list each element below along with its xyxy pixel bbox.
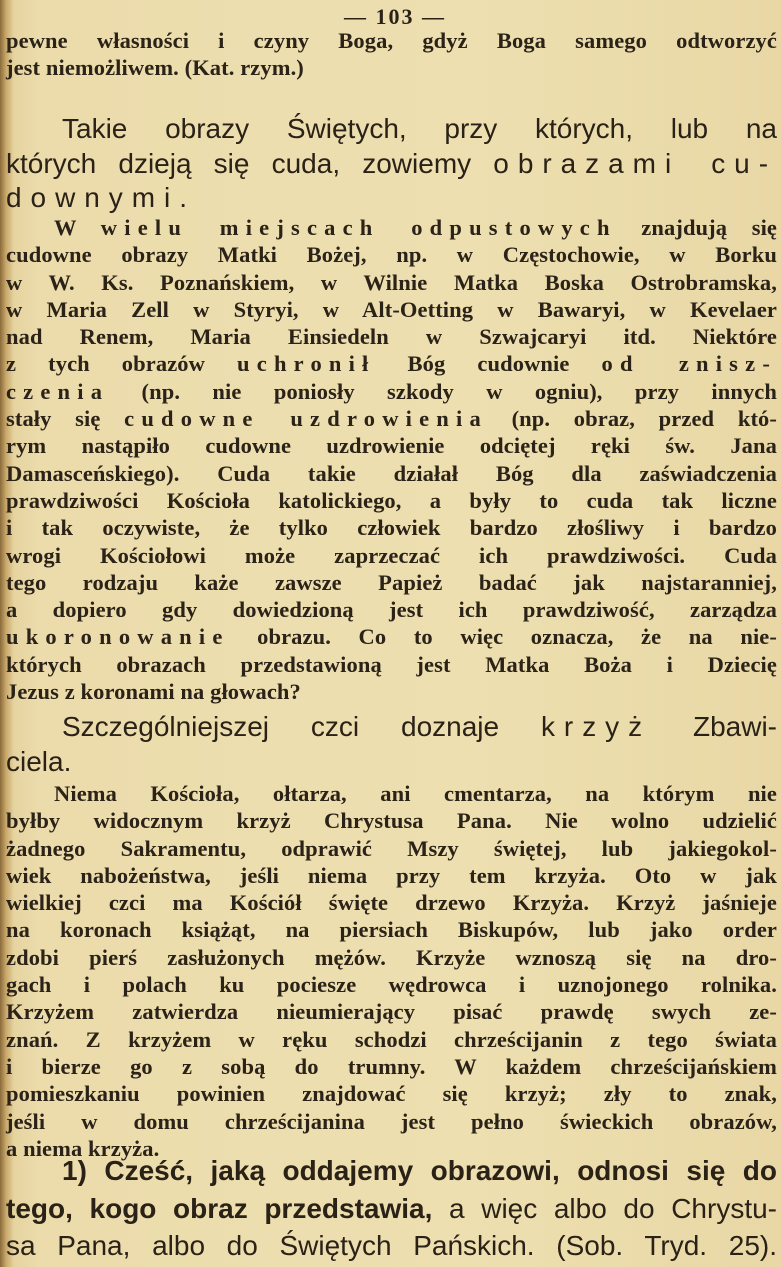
text-segment: których obrazach przedstawioną jest Matka Boża i Dziecię	[6, 651, 777, 677]
text-line	[6, 944, 777, 971]
text-line	[6, 780, 777, 807]
text-line	[6, 862, 777, 889]
text-segment: a niema krzyża.	[6, 1135, 160, 1161]
text-line	[6, 971, 777, 998]
text-line	[6, 296, 777, 323]
text-segment: Szczególniejszej czci doznaje	[62, 711, 541, 742]
spaced-emphasis-text: wielu miejscach odpustowych	[100, 215, 617, 240]
text-segment: Takie obrazy Świętych, przy których, lub na	[62, 113, 777, 144]
bold-text: 1) Cześć, jaką oddajemy obrazowi, odnosi się do	[62, 1155, 777, 1186]
paragraph-miraculous-images-heading	[6, 112, 777, 216]
spaced-emphasis-text: uchronił	[237, 351, 376, 377]
text-segment: żadnego Sakramentu, odprawić Mszy świętej, lub jakiegokol-	[6, 835, 777, 861]
text-line	[6, 1108, 777, 1135]
text-segment: rym nastąpiło cudowne uzdrowienie odciętej ręki św. Jana	[6, 433, 777, 459]
text-line	[6, 889, 777, 916]
text-segment: i bierze go z sobą do trumny. W każdem chrześcijańskiem	[6, 1053, 777, 1079]
text-line	[6, 569, 777, 596]
spaced-emphasis-text: od znisz-	[601, 351, 778, 377]
text-segment: a dopiero gdy dowiedzioną jest ich prawdziwość, zarządza	[6, 597, 777, 623]
text-line	[6, 112, 777, 147]
text-line	[6, 27, 777, 54]
text-segment: pomieszkaniu powinien znajdować się krzyż; zły to znak,	[6, 1081, 777, 1107]
text-line	[6, 405, 777, 432]
text-segment: gach i polach ku pociesze wędrowca i uznojonego rolnika.	[6, 972, 777, 998]
text-segment: Niema Kościoła, ołtarza, ani cmentarza, na którym nie	[54, 781, 777, 806]
text-line	[6, 241, 777, 268]
text-line	[6, 1080, 777, 1107]
text-segment: wrogi Kościołowi może zaprzeczać ich prawdziwości. Cuda	[6, 542, 777, 568]
text-line	[6, 269, 777, 296]
text-segment: .	[179, 182, 187, 213]
spaced-emphasis-text: obrazami cu-	[493, 147, 777, 179]
text-line	[6, 1053, 777, 1080]
text-line	[6, 916, 777, 943]
text-segment: znań. Z krzyżem w ręku schodzi chrześcijanin z tego świata	[6, 1026, 777, 1052]
text-line	[6, 623, 777, 650]
text-segment: cudowne obrazy Matki Bożej, np. w Częstochowie, w Borku	[6, 242, 777, 268]
text-line	[6, 378, 777, 405]
text-segment: których dzieją się cuda, zowiemy	[6, 147, 494, 179]
text-segment: i tak oczywiste, że tylko człowiek bardzo złośliwy i bardzo	[6, 515, 777, 541]
spaced-emphasis-text: downymi	[6, 182, 180, 213]
text-line	[6, 596, 777, 623]
text-segment: (np. obraz, przed któ-	[487, 406, 777, 432]
text-segment: prawdziwości Kościoła katolickiego, a były to cuda tak liczne	[6, 487, 777, 513]
text-line	[6, 835, 777, 862]
text-segment: z tych obrazów	[6, 351, 238, 377]
text-segment: wiek nabożeństwa, jeśli niema przy tem krzyża. Oto w jak	[6, 862, 777, 888]
text-segment: stały się	[6, 406, 125, 432]
text-segment: Bóg cudownie	[375, 351, 602, 377]
text-segment: znajdują się	[616, 215, 778, 240]
text-line	[6, 350, 777, 377]
text-line	[6, 998, 777, 1025]
text-segment: obrazu. Co to więc oznacza, że na nie-	[229, 624, 777, 650]
text-segment: na koronach książąt, na piersiach Biskupów, lub jako order	[6, 917, 777, 943]
spaced-emphasis-text: krzyż	[540, 711, 652, 742]
text-segment: Jezus z koronami na głowach?	[6, 679, 301, 705]
text-line	[6, 710, 777, 745]
text-segment: jest niemożliwem. (Kat. rzym.)	[6, 55, 304, 81]
page-number: — 103 —	[344, 4, 446, 29]
text-line	[6, 147, 777, 182]
paragraph-cross-heading	[6, 710, 777, 779]
text-line	[6, 1190, 777, 1228]
paragraph-numbered-point-1	[6, 1152, 777, 1265]
text-line	[6, 214, 777, 241]
text-line	[6, 651, 777, 678]
text-line	[6, 1026, 777, 1053]
text-segment: Damasceńskiego). Cuda takie działał Bóg dla zaświadczenia	[6, 460, 777, 486]
spaced-emphasis-text: czenia	[6, 378, 110, 404]
text-segment: ciela.	[6, 745, 72, 777]
text-segment: wielkiej czci ma Kościół święte drzewo Krzyża. Krzyż jaśnieje	[6, 890, 777, 916]
text-segment: a więc albo do Chrystu-	[432, 1192, 777, 1224]
text-segment: zdobi pierś zasłużonych mężów. Krzyże wznoszą się na dro-	[6, 944, 777, 970]
text-line	[6, 460, 777, 487]
text-segment: Krzyżem zatwierdza nieumierający pisać prawdę swych ze-	[6, 999, 777, 1025]
text-segment: W	[54, 215, 101, 240]
text-segment: w Maria Zell w Styryi, w Alt-Oetting w Bawaryi, w Kevelaer	[6, 296, 777, 322]
text-segment: jeśli w domu chrześcijanina jest pełno świeckich obrazów,	[6, 1108, 777, 1134]
bold-text: tego, kogo obraz przedstawia,	[6, 1192, 433, 1224]
text-line	[6, 181, 777, 216]
text-segment: sa Pana, albo do Świętych Pańskich. (Sob. Tryd. 25).	[6, 1230, 777, 1261]
spaced-emphasis-text: ukoronowanie	[6, 624, 230, 650]
text-segment: byłby widocznym krzyż Chrystusa Pana. Nie wolno udzielić	[6, 808, 777, 834]
paragraph-pilgrimage-places	[6, 214, 777, 705]
text-line	[6, 745, 777, 780]
text-line	[6, 432, 777, 459]
text-line	[6, 323, 777, 350]
text-segment: nad Renem, Maria Einsiedeln w Szwajcaryi itd. Niektóre	[6, 324, 777, 350]
text-line	[6, 1152, 777, 1190]
paragraph-cross-veneration	[6, 780, 777, 1162]
text-line	[6, 678, 777, 705]
text-segment: w W. Ks. Poznańskiem, w Wilnie Matka Boska Ostrobramska,	[6, 269, 777, 295]
paragraph-continuation	[6, 27, 777, 82]
spaced-emphasis-text: cudowne uzdrowienia	[124, 406, 488, 432]
text-segment: pewne własności i czyny Boga, gdyż Boga samego odtworzyć	[6, 28, 777, 53]
text-segment: tego rodzaju każe zawsze Papież badać jak najstaranniej,	[6, 569, 777, 595]
text-segment: (np. nie poniosły szkody w ogniu), przy innych	[109, 378, 777, 404]
text-segment: Zbawi-	[651, 711, 777, 742]
text-line	[6, 807, 777, 834]
text-line	[6, 1227, 777, 1265]
text-line	[6, 542, 777, 569]
text-line	[6, 487, 777, 514]
text-line	[6, 54, 777, 81]
text-line	[6, 514, 777, 541]
